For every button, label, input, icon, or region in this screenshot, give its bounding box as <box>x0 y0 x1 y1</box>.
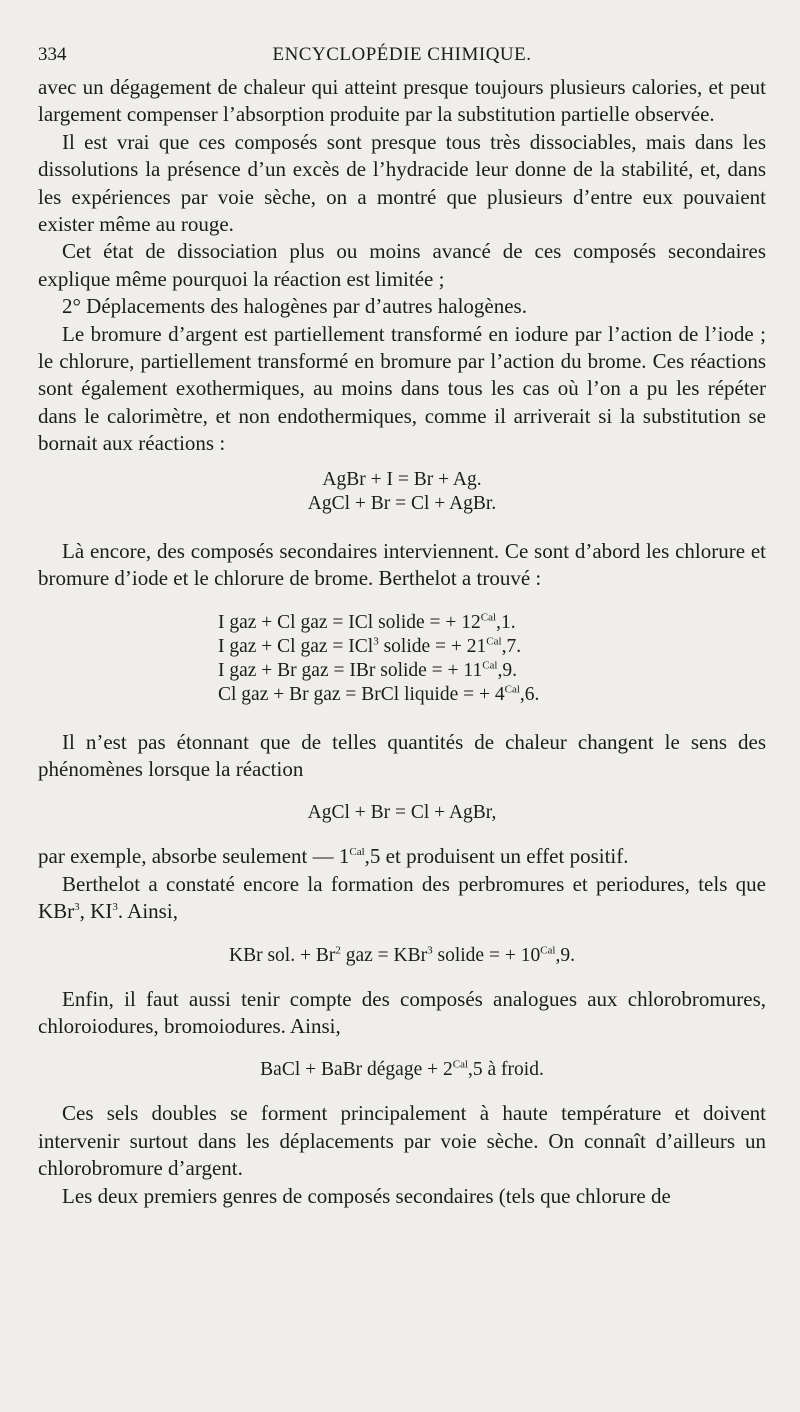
equation-block-halogens <box>38 611 766 707</box>
paragraph-12: Les deux premiers genres de composés secondaires (tels que chlorure de <box>62 1183 671 1208</box>
page-header <box>38 44 766 74</box>
equation-bacl: BaCl + BaBr dégage + $2^{Cal},5$ à froid. <box>260 1058 544 1081</box>
equation-agbr-i: AgBr + I = Br + Ag. <box>322 468 482 490</box>
paragraph-11: Ces sels doubles se forment principalement à haute température et doivent intervenir surtout dans les déplacements par voie sèche. On connaît d’ailleurs un chlorobromure d’argent. <box>38 1101 766 1181</box>
equation-icl: I gaz + Cl gaz = ICl solide = + $12^{Cal},1$. <box>218 611 516 633</box>
paragraph-1: avec un dégagement de chaleur qui atteint presque toujours plusieurs calories, et peut largement compenser l’absorption produite par la substitution partielle observée. <box>38 75 766 127</box>
equation-agcl-br-2: AgCl + Br = Cl + AgBr, <box>307 802 497 824</box>
running-title: ENCYCLOPÉDIE CHIMIQUE. <box>272 44 532 65</box>
equation-brcl: Cl gaz + Br gaz = BrCl liquide = + $4^{Cal},6$. <box>218 683 540 705</box>
page-number: 334 <box>38 44 67 65</box>
paragraph-3: Cet état de dissociation plus ou moins avancé de ces composés secondaires explique même pourquoi la réaction est limitée ; <box>38 239 766 291</box>
equation-ibr: I gaz + Br gaz = IBr solide = + $11^{Cal},9$. <box>218 659 517 681</box>
paragraph-5: Le bromure d’argent est partiellement transformé en iodure par l’action de l’iode ; le chlorure, partiellement transformé en bromure par l’action du brome. Ces réactions sont également exothermiques, au moins dans tous les cas où l’on a pu les répéter dans le calorimètre, et non endothermiques, comme il arriverait si la substitution se bornait aux réactions : <box>38 321 766 456</box>
paragraph-8: par exemple, absorbe seulement — $1^{Cal},5$ et produisent un effet positif. <box>38 844 629 869</box>
paragraph-10: Enfin, il faut aussi tenir compte des composés analogues aux chlorobromures, chloroiodures, bromoiodures. Ainsi, <box>38 986 766 1038</box>
paragraph-7: Il n’est pas étonnant que de telles quantités de chaleur changent le sens des phénomènes lorsque la réaction <box>38 729 766 781</box>
page <box>38 44 766 1210</box>
equation-icl3: I gaz + Cl gaz = ICl$^3$ solide = + $21^{Cal},7$. <box>218 635 522 657</box>
section-heading: 2° Déplacements des halogènes par d’autres halogènes. <box>62 294 527 319</box>
paragraph-9: Berthelot a constaté encore la formation des perbromures et periodures, tels que KBr$^3$, $KI^3$. Ainsi, <box>38 871 766 924</box>
paragraph-6: Là encore, des composés secondaires interviennent. Ce sont d’abord les chlorure et bromure d’iode et le chlorure de brome. Berthelot a trouvé : <box>38 538 766 591</box>
equation-agcl-br: AgCl + Br = Cl + AgBr. <box>307 492 497 514</box>
paragraph-2: Il est vrai que ces composés sont presque tous très dissociables, mais dans les dissolutions la présence d’un excès de l’hydracide leur donne de la stabilité, et, dans les expériences par voie sèche, on a montré que plusieurs d’entre eux pouvaient exister même au rouge. <box>38 129 766 237</box>
equation-kbr: KBr sol. + $Br^2$ gaz = KBr$^3$ solide = + $10^{Cal},9$. <box>229 944 575 966</box>
